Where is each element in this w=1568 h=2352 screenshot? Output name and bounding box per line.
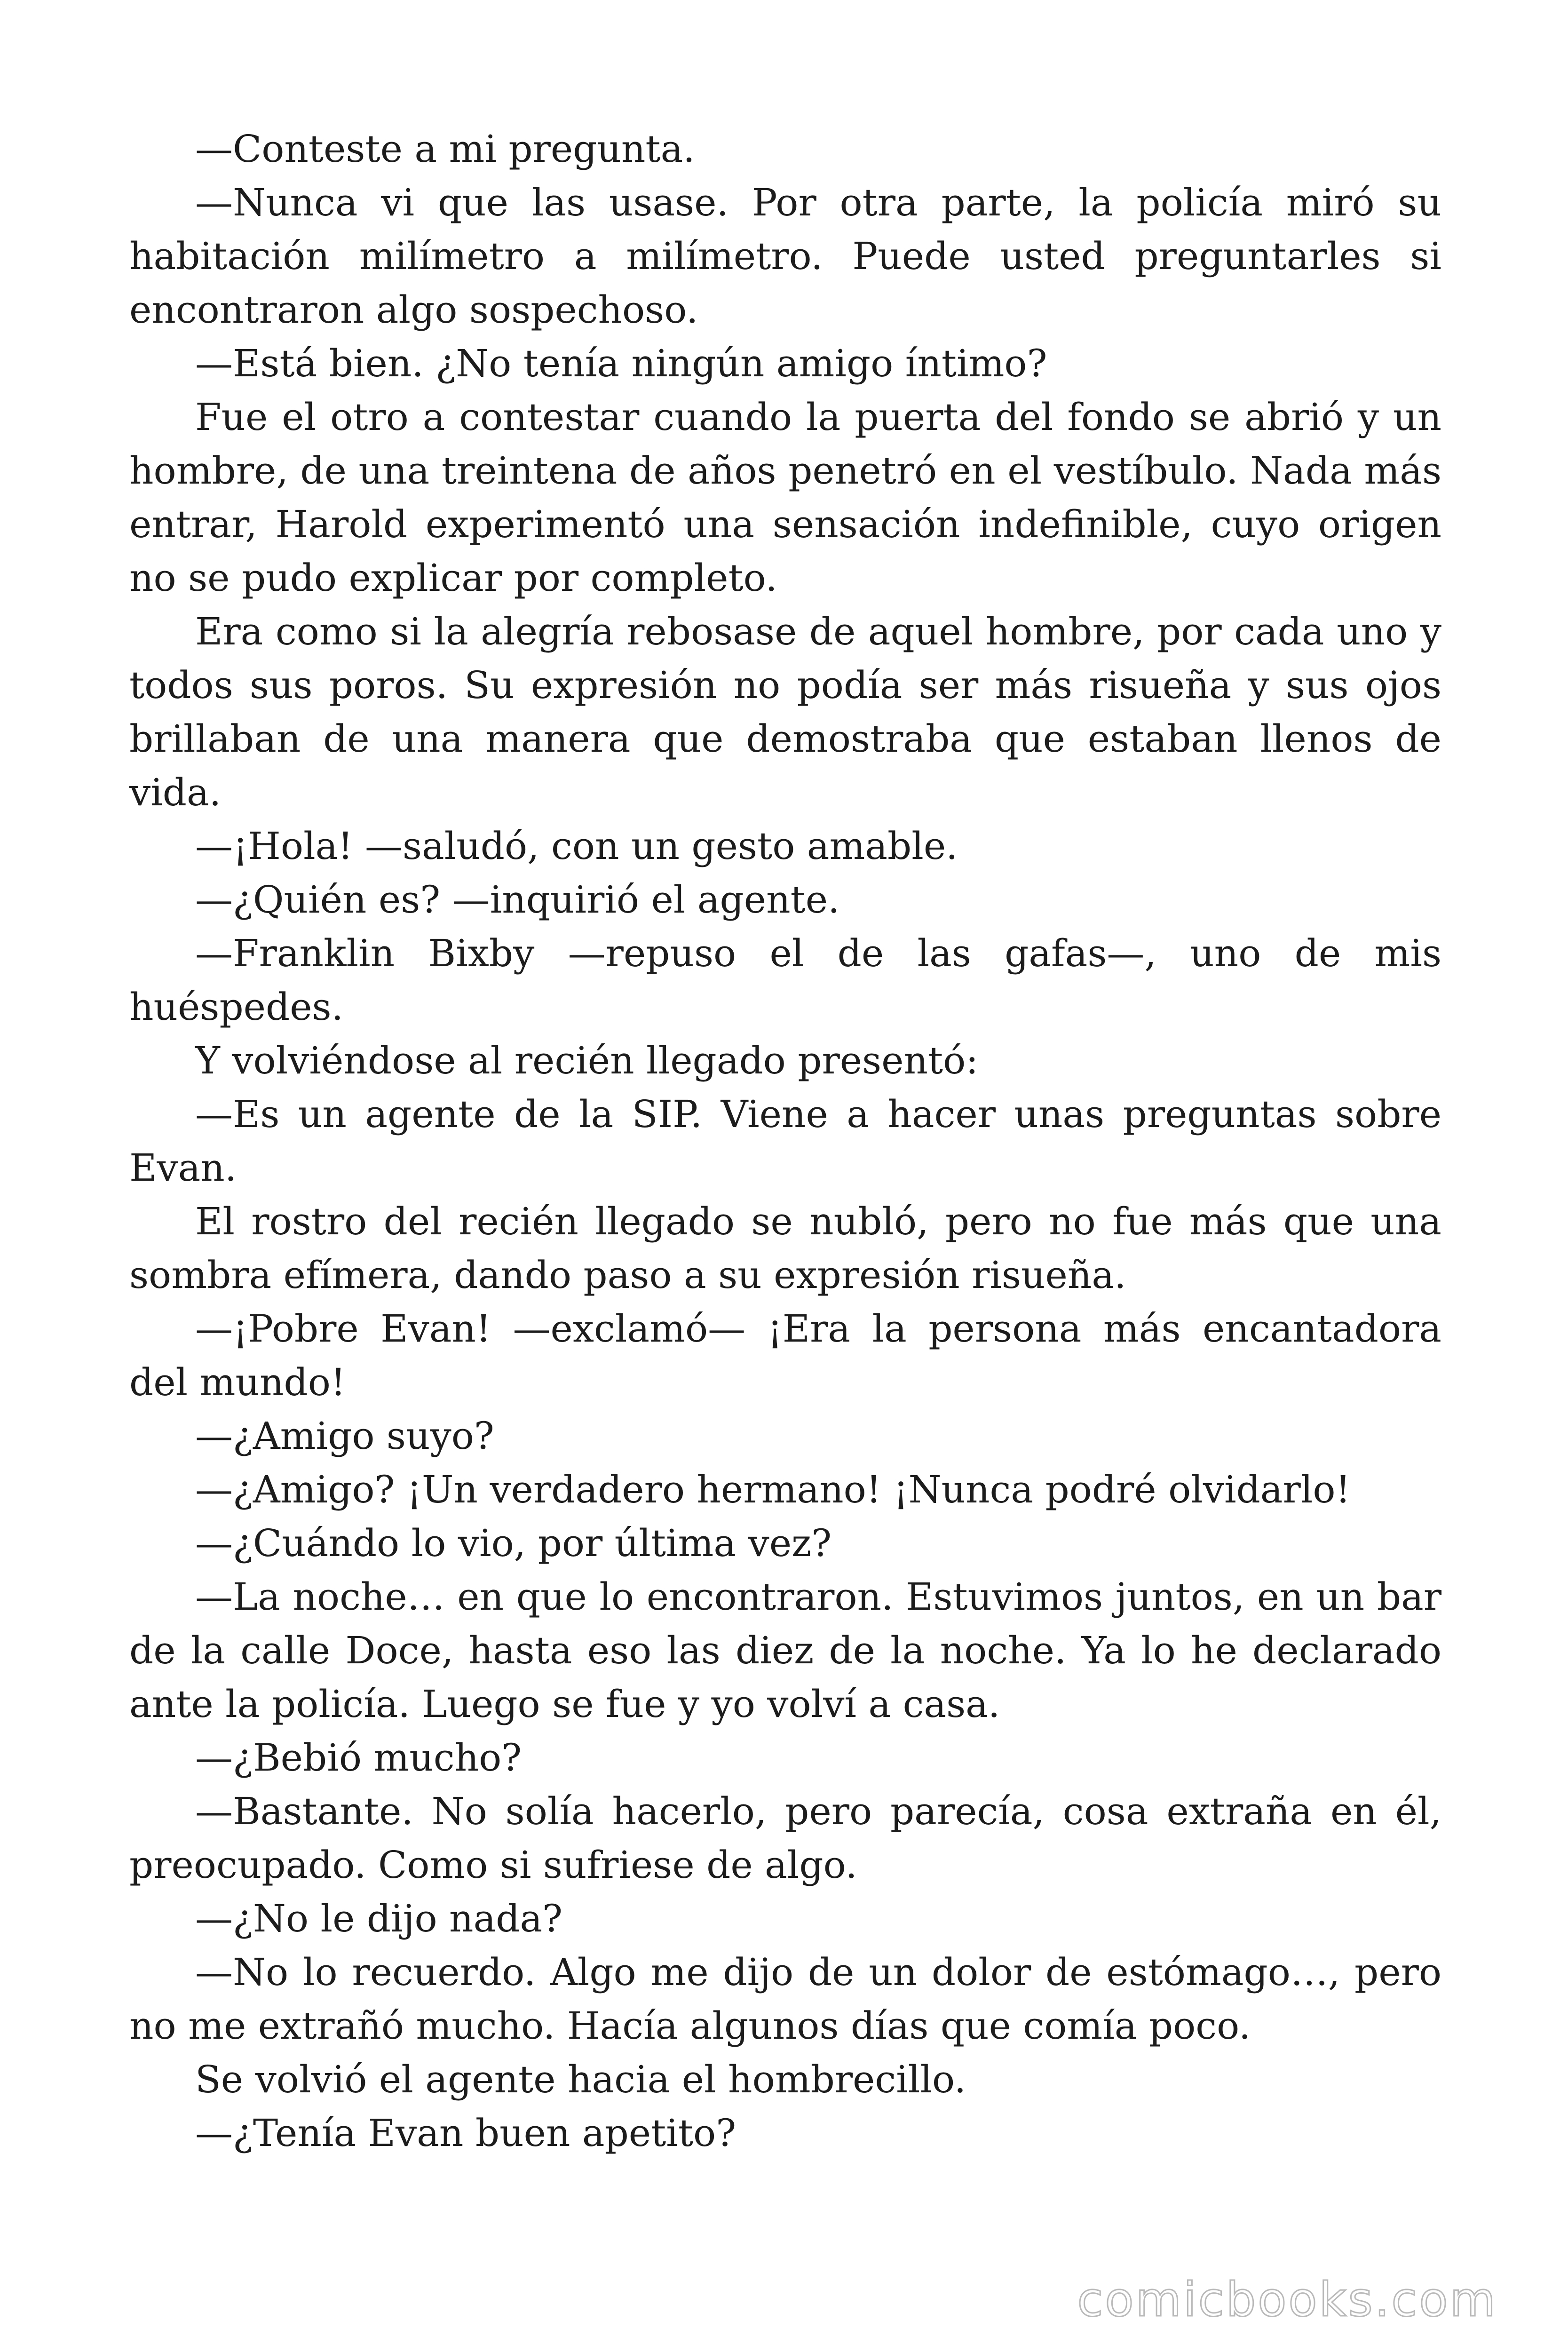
paragraph: —¿Amigo suyo? <box>195 1414 494 1458</box>
paragraph: Se volvió el agente hacia el hombrecillo. <box>195 2058 966 2101</box>
paragraph: —Es un agente de la SIP. Viene a hacer unas preguntas sobre Evan. <box>129 1092 1441 1190</box>
paragraph: —¿Bebió mucho? <box>195 1736 522 1780</box>
paragraph: —¿Tenía Evan buen apetito? <box>195 2111 736 2155</box>
paragraph: —Nunca vi que las usase. Por otra parte, la policía miró su habitación milímetro a milímetro. Puede usted preguntarles si encontraron algo sospechoso. <box>129 181 1441 332</box>
paragraph: —Está bien. ¿No tenía ningún amigo íntimo? <box>195 342 1047 385</box>
paragraph: —¿Amigo? ¡Un verdadero hermano! ¡Nunca podré olvidarlo! <box>195 1468 1351 1511</box>
paragraph: —¡Hola! —saludó, con un gesto amable. <box>195 824 958 868</box>
paragraph: —Bastante. No solía hacerlo, pero parecía, cosa extraña en él, preocupado. Como si sufriese de algo. <box>129 1789 1441 1887</box>
paragraph: —La noche… en que lo encontraron. Estuvimos juntos, en un bar de la calle Doce, hasta eso las diez de la noche. Ya lo he declarado ante la policía. Luego se fue y yo volví a casa. <box>129 1575 1441 1726</box>
paragraph: El rostro del recién llegado se nubló, pero no fue más que una sombra efímera, dando paso a su expresión risueña. <box>129 1200 1441 1297</box>
body-text <box>129 122 1441 2160</box>
paragraph: Era como si la alegría rebosase de aquel hombre, por cada uno y todos sus poros. Su expresión no podía ser más risueña y sus ojos brillaban de una manera que demostraba que estaban llenos de vida. <box>129 610 1441 814</box>
paragraph: —¿Quién es? —inquirió el agente. <box>195 878 840 922</box>
paragraph: —Conteste a mi pregunta. <box>195 127 695 171</box>
paragraph: —¿No le dijo nada? <box>195 1897 563 1940</box>
paragraph: —Franklin Bixby —repuso el de las gafas—, uno de mis huéspedes. <box>129 931 1441 1029</box>
paragraph: Fue el otro a contestar cuando la puerta del fondo se abrió y un hombre, de una treintena de años penetró en el vestíbulo. Nada más entrar, Harold experimentó una sensación indefinible, cuyo origen no se pudo explicar por completo. <box>129 395 1441 600</box>
paragraph: —¿Cuándo lo vio, por última vez? <box>195 1521 832 1565</box>
paragraph: —No lo recuerdo. Algo me dijo de un dolor de estómago…, pero no me extrañó mucho. Hacía algunos días que comía poco. <box>129 1950 1441 2048</box>
watermark: comicbooks.com <box>1077 2272 1497 2327</box>
paragraph: —¡Pobre Evan! —exclamó— ¡Era la persona más encantadora del mundo! <box>129 1307 1441 1404</box>
paragraph: Y volviéndose al recién llegado presentó: <box>195 1039 979 1082</box>
